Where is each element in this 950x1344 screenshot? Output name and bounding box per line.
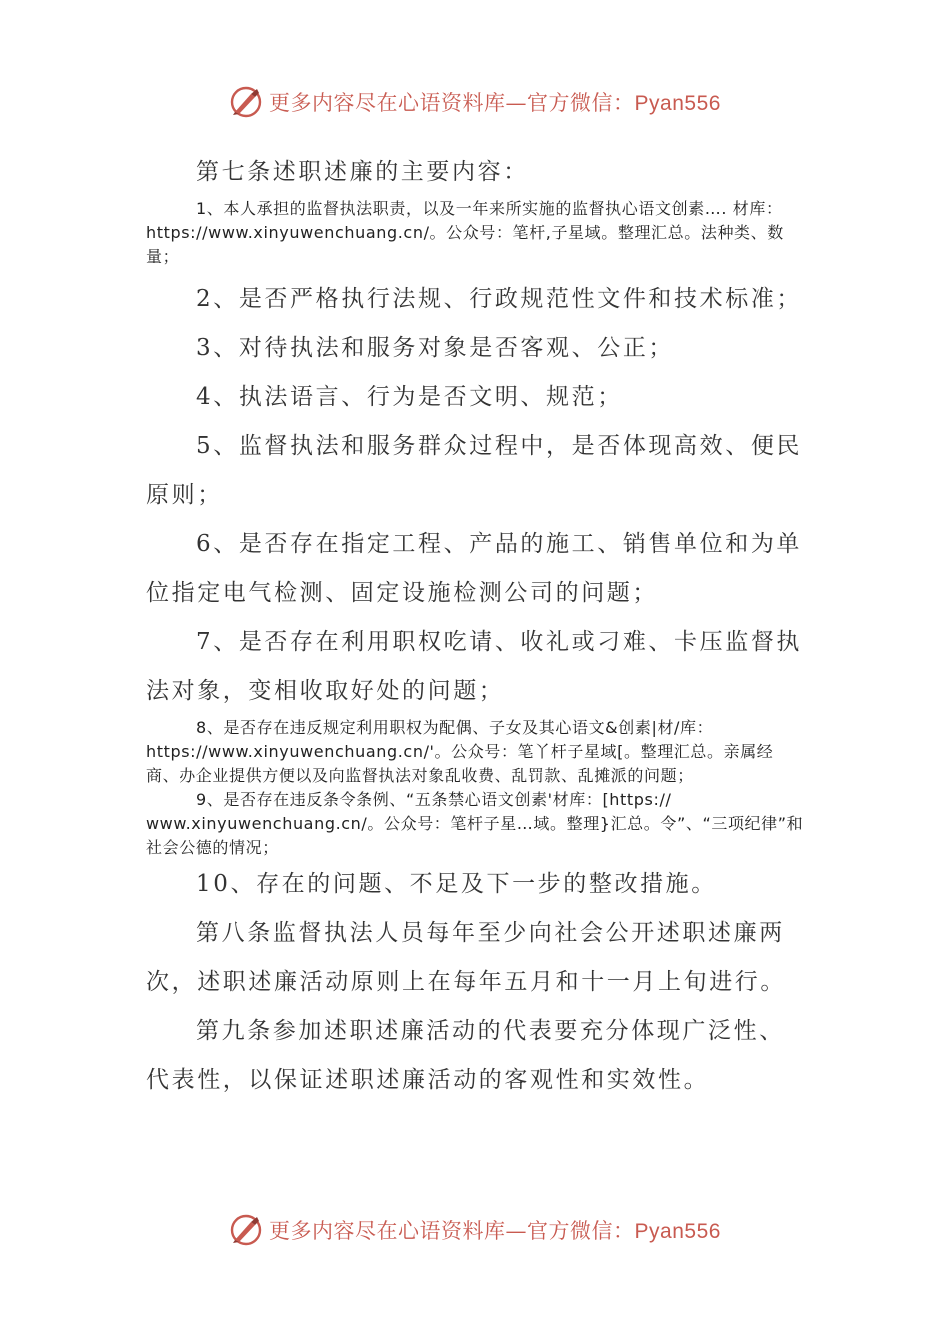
item-10: 10、存在的问题、不足及下一步的整改措施。 [196, 871, 717, 897]
pen-logo-icon [229, 1213, 263, 1247]
item-7: 7、是否存在利用职权吃请、收礼或刁难、卡压监督执法对象，变相收取好处的问题； [146, 629, 803, 704]
header-banner [0, 82, 950, 122]
article-9: 第九条参加述职述廉活动的代表要充分体现广泛性、代表性，以保证述职述廉活动的客观性和实效性。 [146, 1018, 785, 1093]
item-3: 3、对待执法和服务对象是否客观、公正； [196, 335, 675, 361]
banner-prefix: 更多内容尽在心语资料库—官方微信： [269, 1219, 635, 1243]
banner-text [269, 1215, 721, 1245]
footer-banner [0, 1210, 950, 1250]
article-7-heading: 第七条述职述廉的主要内容： [196, 159, 529, 185]
banner-prefix: 更多内容尽在心语资料库—官方微信： [269, 91, 635, 115]
item-5: 5、监督执法和服务群众过程中，是否体现高效、便民原则； [146, 433, 803, 508]
item-9: 9、是否存在违反条令条例、“五条禁心语文创素'材库：[https:// www.xinyuwenchuang.cn/。公众号：笔杆子星…域。整理}汇总。令”、“三项纪律”和社会公德的情况； [146, 790, 804, 857]
article-8: 第八条监督执法人员每年至少向社会公开述职述廉两次，述职述廉活动原则上在每年五月和十一月上旬进行。 [146, 920, 786, 995]
item-2: 2、是否严格执行法规、行政规范性文件和技术标准； [196, 286, 803, 312]
item-8: 8、是否存在违反规定利用职权为配偶、子女及其心语文&创素|材/库：https://www.xinyuwenchuang.cn/'。公众号：笔丫杆子星域[。整理汇总。亲属经商、办企业提供方便以及向监督执法对象乱收费、乱罚款、乱摊派的问题； [146, 718, 774, 785]
item-1: 1、本人承担的监督执法职责，以及一年来所实施的监督执心语文创素…. 材库：https://www.xinyuwenchuang.cn/。公众号：笔杆,子星域。整理汇总。法种类、数量； [146, 199, 784, 266]
wechat-id: Pyan556 [634, 1220, 721, 1243]
banner-text [269, 87, 721, 117]
pen-logo-icon [229, 85, 263, 119]
document-body [146, 148, 806, 1105]
wechat-id: Pyan556 [634, 92, 721, 115]
item-6: 6、是否存在指定工程、产品的施工、销售单位和为单位指定电气检测、固定设施检测公司的问题； [146, 531, 803, 606]
item-4: 4、执法语言、行为是否文明、规范； [196, 384, 623, 410]
